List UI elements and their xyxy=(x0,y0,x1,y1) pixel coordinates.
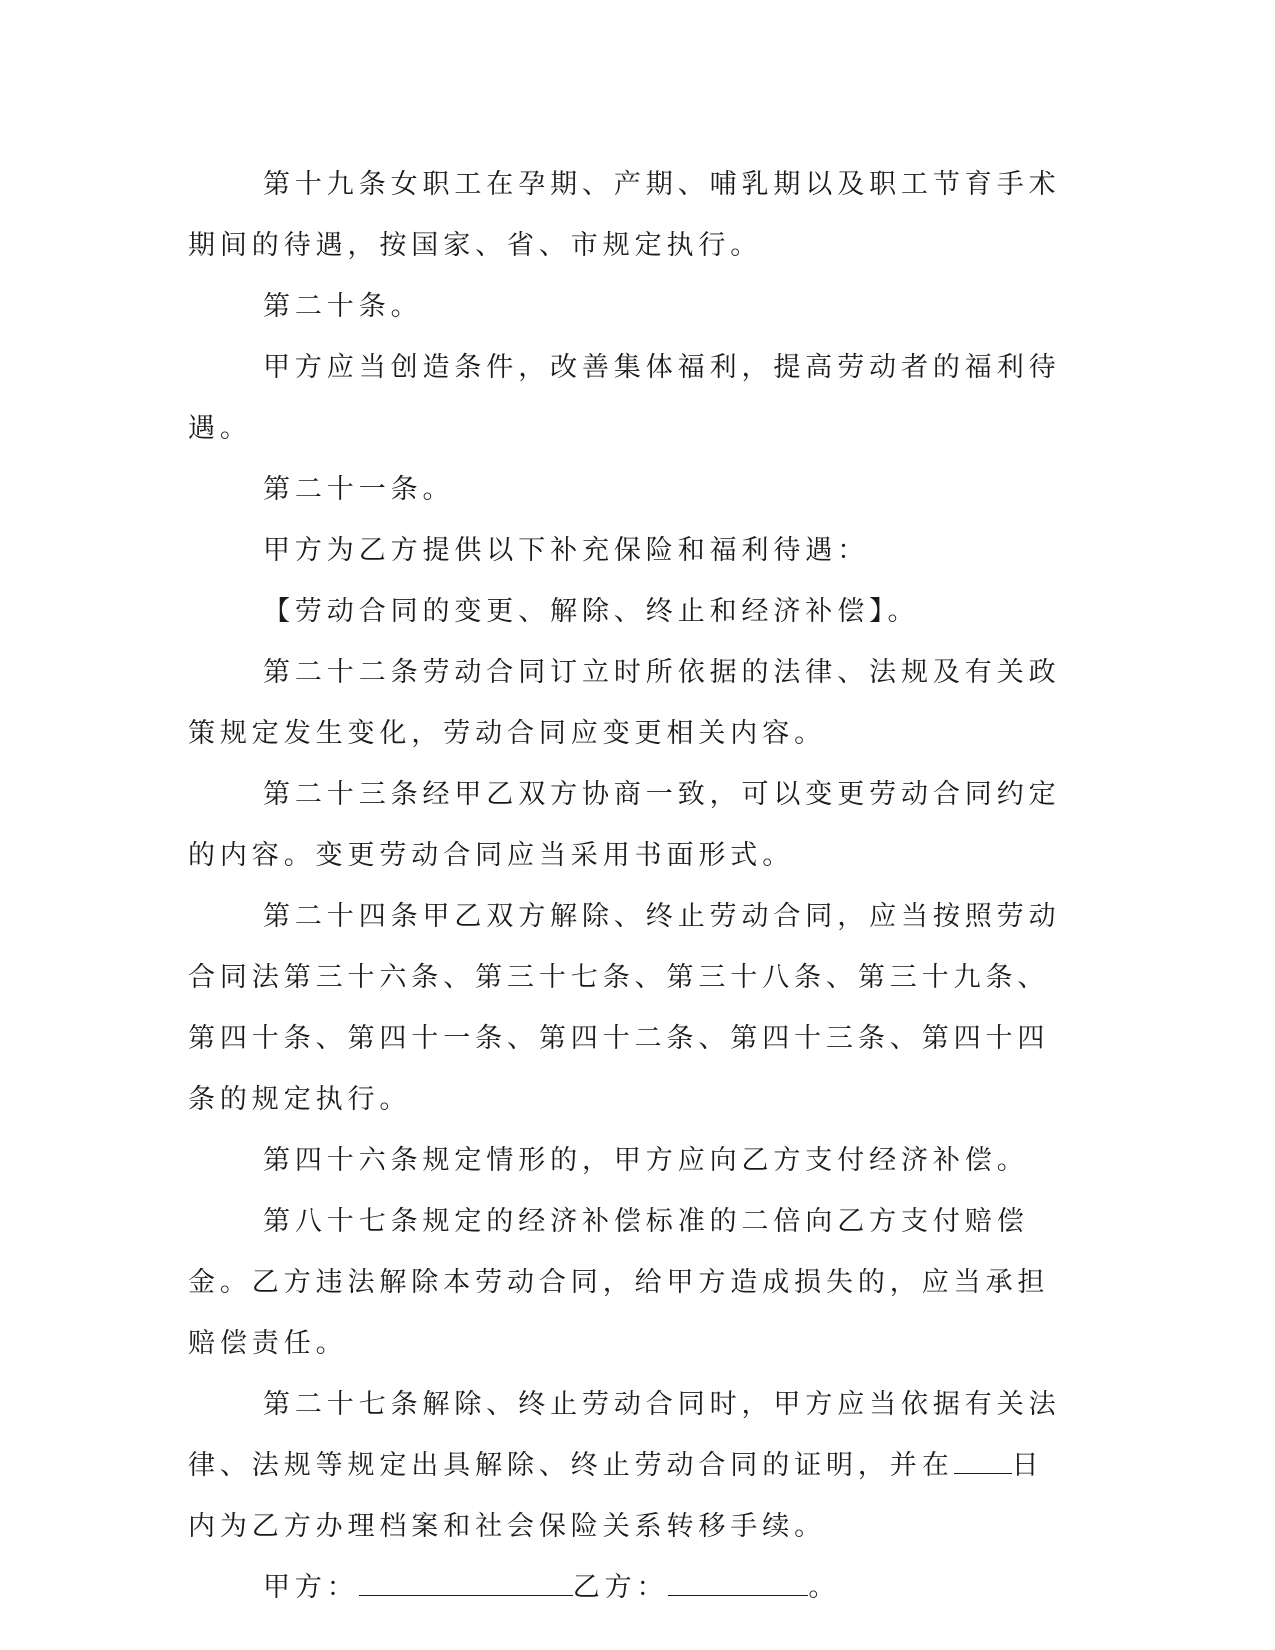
paragraph-article-19: 第十九条女职工在孕期、产期、哺乳期以及职工节育手术期间的待遇，按国家、省、市规定执行。 xyxy=(188,169,1061,261)
paragraph-article-46: 第四十六条规定情形的，甲方应向乙方支付经济补偿。 xyxy=(263,1145,1029,1176)
article-27-text-after: 日内为乙方办理档案和社会保险关系转移手续。 xyxy=(188,1450,1044,1542)
paragraph-article-21-heading: 第二十一条。 xyxy=(263,474,455,505)
paragraph-supplementary-insurance: 甲方为乙方提供以下补充保险和福利待遇： xyxy=(263,535,870,566)
signature-end-mark: 。 xyxy=(808,1572,841,1603)
signature-line xyxy=(188,1557,1073,1618)
party-b-signature-blank[interactable] xyxy=(668,1573,808,1596)
paragraph-article-22: 第二十二条劳动合同订立时所依据的法律、法规及有关政策规定发生变化，劳动合同应变更相关内容。 xyxy=(188,657,1061,749)
paragraph-article-20-heading: 第二十条。 xyxy=(263,291,423,322)
article-27-text-before: 第二十七条解除、终止劳动合同时，甲方应当依据有关法律、法规等规定出具解除、终止劳动合同的证明，并在 xyxy=(188,1389,1061,1481)
document-page xyxy=(188,154,1073,1618)
days-blank[interactable] xyxy=(954,1451,1012,1474)
paragraph-welfare: 甲方应当创造条件，改善集体福利，提高劳动者的福利待遇。 xyxy=(188,352,1061,444)
section-heading-contract-changes: 【劳动合同的变更、解除、终止和经济补偿】。 xyxy=(263,596,920,627)
party-a-label: 甲方： xyxy=(263,1572,359,1603)
paragraph-article-27 xyxy=(188,1374,1073,1557)
paragraph-article-24: 第二十四条甲乙双方解除、终止劳动合同，应当按照劳动合同法第三十六条、第三十七条、第三十八条、第三十九条、第四十条、第四十一条、第四十二条、第四十三条、第四十四条的规定执行。 xyxy=(188,901,1061,1115)
party-a-signature-blank[interactable] xyxy=(359,1573,573,1596)
party-b-label: 乙方： xyxy=(572,1572,669,1603)
paragraph-article-23: 第二十三条经甲乙双方协商一致，可以变更劳动合同约定的内容。变更劳动合同应当采用书面形式。 xyxy=(188,779,1061,871)
paragraph-article-87: 第八十七条规定的经济补偿标准的二倍向乙方支付赔偿金。乙方违法解除本劳动合同，给甲方造成损失的，应当承担赔偿责任。 xyxy=(188,1206,1050,1359)
